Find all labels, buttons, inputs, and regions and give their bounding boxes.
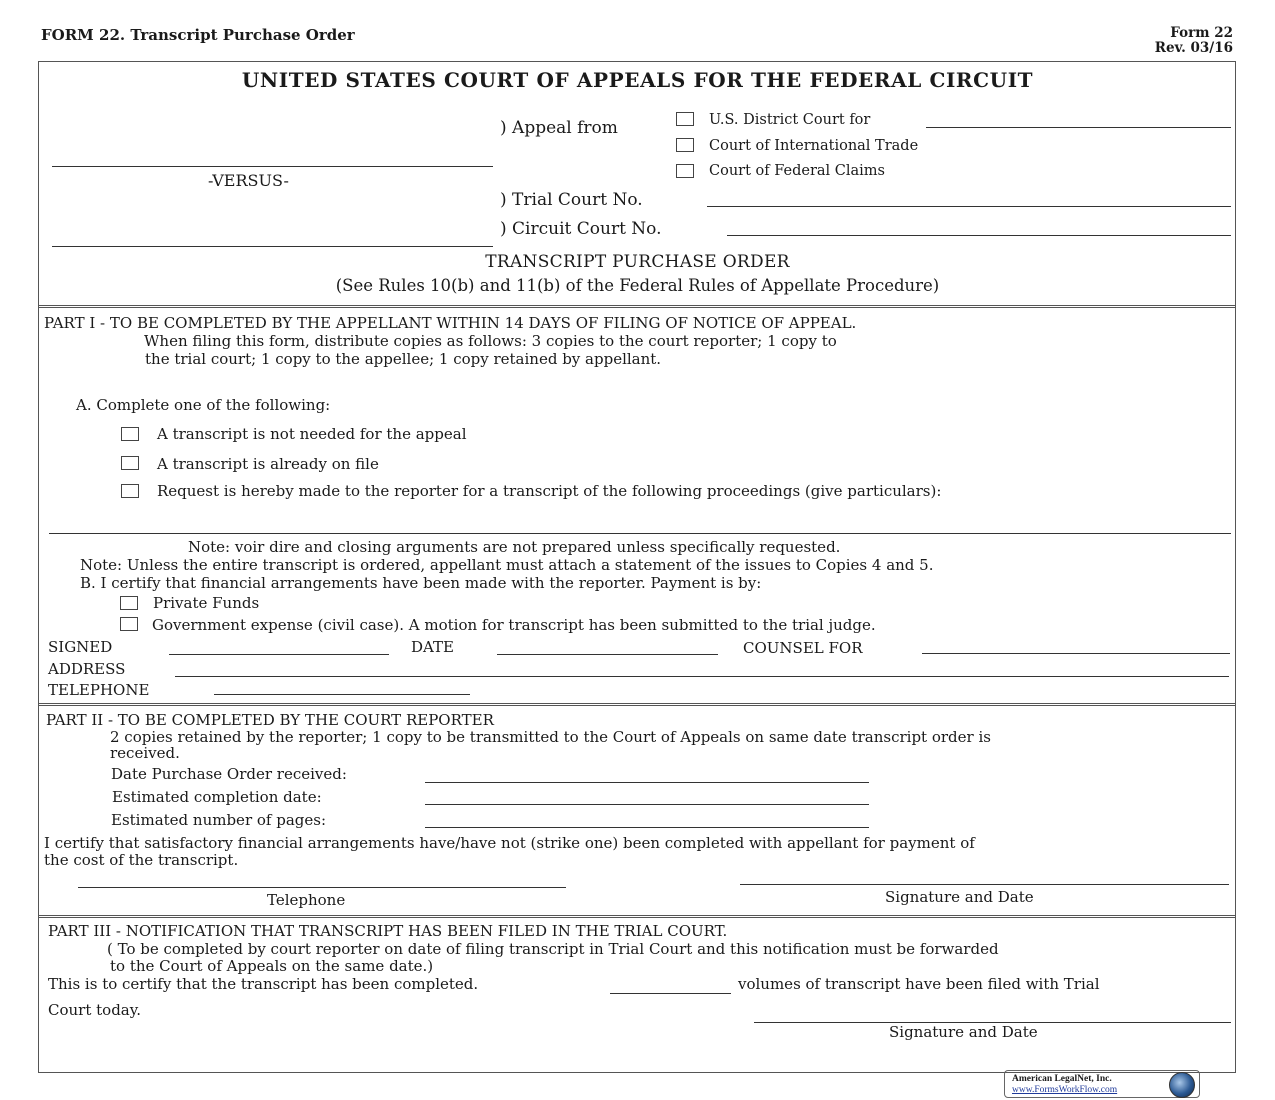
issues-note: Note: Unless the entire transcript is ordered, appellant must attach a statement of the issues to Copies 4 and 5. xyxy=(80,556,934,574)
american-legalnet-logo[interactable] xyxy=(1004,1070,1200,1098)
private-funds-checkbox[interactable] xyxy=(120,596,138,610)
address-line[interactable] xyxy=(175,676,1229,677)
proceedings-particulars-line[interactable] xyxy=(49,533,1231,534)
address-label: ADDRESS xyxy=(48,660,126,678)
government-expense-checkbox[interactable] xyxy=(120,617,138,631)
transcript-request-label: Request is hereby made to the reporter for a transcript of the following proceedings (give particulars): xyxy=(157,482,942,500)
federal-claims-checkbox[interactable] xyxy=(676,164,694,178)
volumes-count-line[interactable] xyxy=(610,993,731,994)
completion-date-label: Estimated completion date: xyxy=(112,788,322,806)
section-a-label: A. Complete one of the following: xyxy=(76,396,331,414)
transcript-request-checkbox[interactable] xyxy=(121,484,139,498)
district-court-checkbox[interactable] xyxy=(676,112,694,126)
part3-heading: PART III - NOTIFICATION THAT TRANSCRIPT HAS BEEN FILED IN THE TRIAL COURT. xyxy=(48,922,728,940)
court-today-text: Court today. xyxy=(48,1001,141,1019)
part1-instructions-1: When filing this form, distribute copies as follows: 3 copies to the court reporter; 1 copy to xyxy=(144,332,837,350)
form-number-block xyxy=(1155,26,1233,56)
reporter-telephone-label: Telephone xyxy=(267,891,346,909)
counsel-for-label: COUNSEL FOR xyxy=(743,639,863,657)
date-received-line[interactable] xyxy=(425,782,869,783)
order-title: TRANSCRIPT PURCHASE ORDER xyxy=(485,252,790,272)
federal-claims-label: Court of Federal Claims xyxy=(709,163,885,179)
part2-instructions-2: received. xyxy=(110,744,180,762)
government-expense-label: Government expense (civil case). A motion for transcript has been submitted to the trial judge. xyxy=(152,616,876,634)
trial-court-no-line[interactable] xyxy=(707,206,1231,207)
part3-instructions-1: ( To be completed by court reporter on date of filing transcript in Trial Court and this notification must be forwarded xyxy=(107,940,999,958)
logo-url-link[interactable]: www.FormsWorkFlow.com xyxy=(1012,1085,1118,1095)
transcript-on-file-label: A transcript is already on file xyxy=(157,455,379,473)
signed-line[interactable] xyxy=(169,654,389,655)
part2-certify-1: I certify that satisfactory financial arrangements have/have not (strike one) been completed with appellant for payment of xyxy=(44,834,975,852)
page-count-label: Estimated number of pages: xyxy=(111,811,327,829)
counsel-for-line[interactable] xyxy=(922,653,1230,654)
appeal-from-label: ) Appeal from xyxy=(500,118,618,138)
logo-company-name: American LegalNet, Inc. xyxy=(1012,1074,1112,1084)
date-line[interactable] xyxy=(497,654,718,655)
signed-label: SIGNED xyxy=(48,638,113,656)
reporter-signature-line[interactable] xyxy=(740,884,1229,885)
trial-court-no-label: ) Trial Court No. xyxy=(500,190,643,210)
section-divider xyxy=(39,305,1235,308)
part2-instructions-1: 2 copies retained by the reporter; 1 copy to be transmitted to the Court of Appeals on same date transcript order is xyxy=(110,728,991,746)
court-title: UNITED STATES COURT OF APPEALS FOR THE FEDERAL CIRCUIT xyxy=(241,68,1034,92)
versus-label: -VERSUS- xyxy=(208,171,289,190)
part1-heading: PART I - TO BE COMPLETED BY THE APPELLANT WITHIN 14 DAYS OF FILING OF NOTICE OF APPEAL. xyxy=(44,314,857,332)
form-revision: Rev. 03/16 xyxy=(1154,40,1233,56)
voir-dire-note: Note: voir dire and closing arguments are not prepared unless specifically requested. xyxy=(188,538,841,556)
transcript-on-file-checkbox[interactable] xyxy=(121,456,139,470)
circuit-court-no-label: ) Circuit Court No. xyxy=(500,219,662,239)
transcript-not-needed-checkbox[interactable] xyxy=(121,427,139,441)
international-trade-label: Court of International Trade xyxy=(709,138,919,154)
circuit-court-no-line[interactable] xyxy=(727,235,1231,236)
section-b-label: B. I certify that financial arrangements have been made with the reporter. Payment is by: xyxy=(80,574,762,592)
part2-certify-2: the cost of the transcript. xyxy=(44,851,239,869)
form-number: Form 22 xyxy=(1170,25,1233,41)
part2-heading: PART II - TO BE COMPLETED BY THE COURT REPORTER xyxy=(46,711,494,729)
part1-instructions-2: the trial court; 1 copy to the appellee; 1 copy retained by appellant. xyxy=(145,350,662,368)
appellee-name-line[interactable] xyxy=(52,246,493,247)
globe-icon xyxy=(1169,1072,1195,1098)
completion-date-line[interactable] xyxy=(425,804,869,805)
international-trade-checkbox[interactable] xyxy=(676,138,694,152)
filing-signature-label: Signature and Date xyxy=(889,1023,1038,1041)
reporter-telephone-line[interactable] xyxy=(78,887,566,888)
telephone-label: TELEPHONE xyxy=(48,681,150,699)
section-divider xyxy=(39,915,1235,918)
reporter-signature-label: Signature and Date xyxy=(885,888,1034,906)
order-subtitle: (See Rules 10(b) and 11(b) of the Federal Rules of Appellate Procedure) xyxy=(335,276,940,295)
transcript-not-needed-label: A transcript is not needed for the appeal xyxy=(157,425,467,443)
private-funds-label: Private Funds xyxy=(153,594,260,612)
form-title: FORM 22. Transcript Purchase Order xyxy=(41,26,355,44)
part3-instructions-2: to the Court of Appeals on the same date.) xyxy=(110,957,434,975)
part3-certify-text: This is to certify that the transcript has been completed. xyxy=(48,975,479,993)
volumes-text: volumes of transcript have been filed with Trial xyxy=(738,975,1100,993)
date-label: DATE xyxy=(411,638,454,656)
date-received-label: Date Purchase Order received: xyxy=(111,765,347,783)
district-court-label: U.S. District Court for xyxy=(709,112,871,128)
district-court-name-line[interactable] xyxy=(926,127,1231,128)
section-divider xyxy=(39,703,1235,706)
page-count-line[interactable] xyxy=(425,827,869,828)
appellant-name-line[interactable] xyxy=(52,166,493,167)
telephone-line[interactable] xyxy=(214,694,470,695)
